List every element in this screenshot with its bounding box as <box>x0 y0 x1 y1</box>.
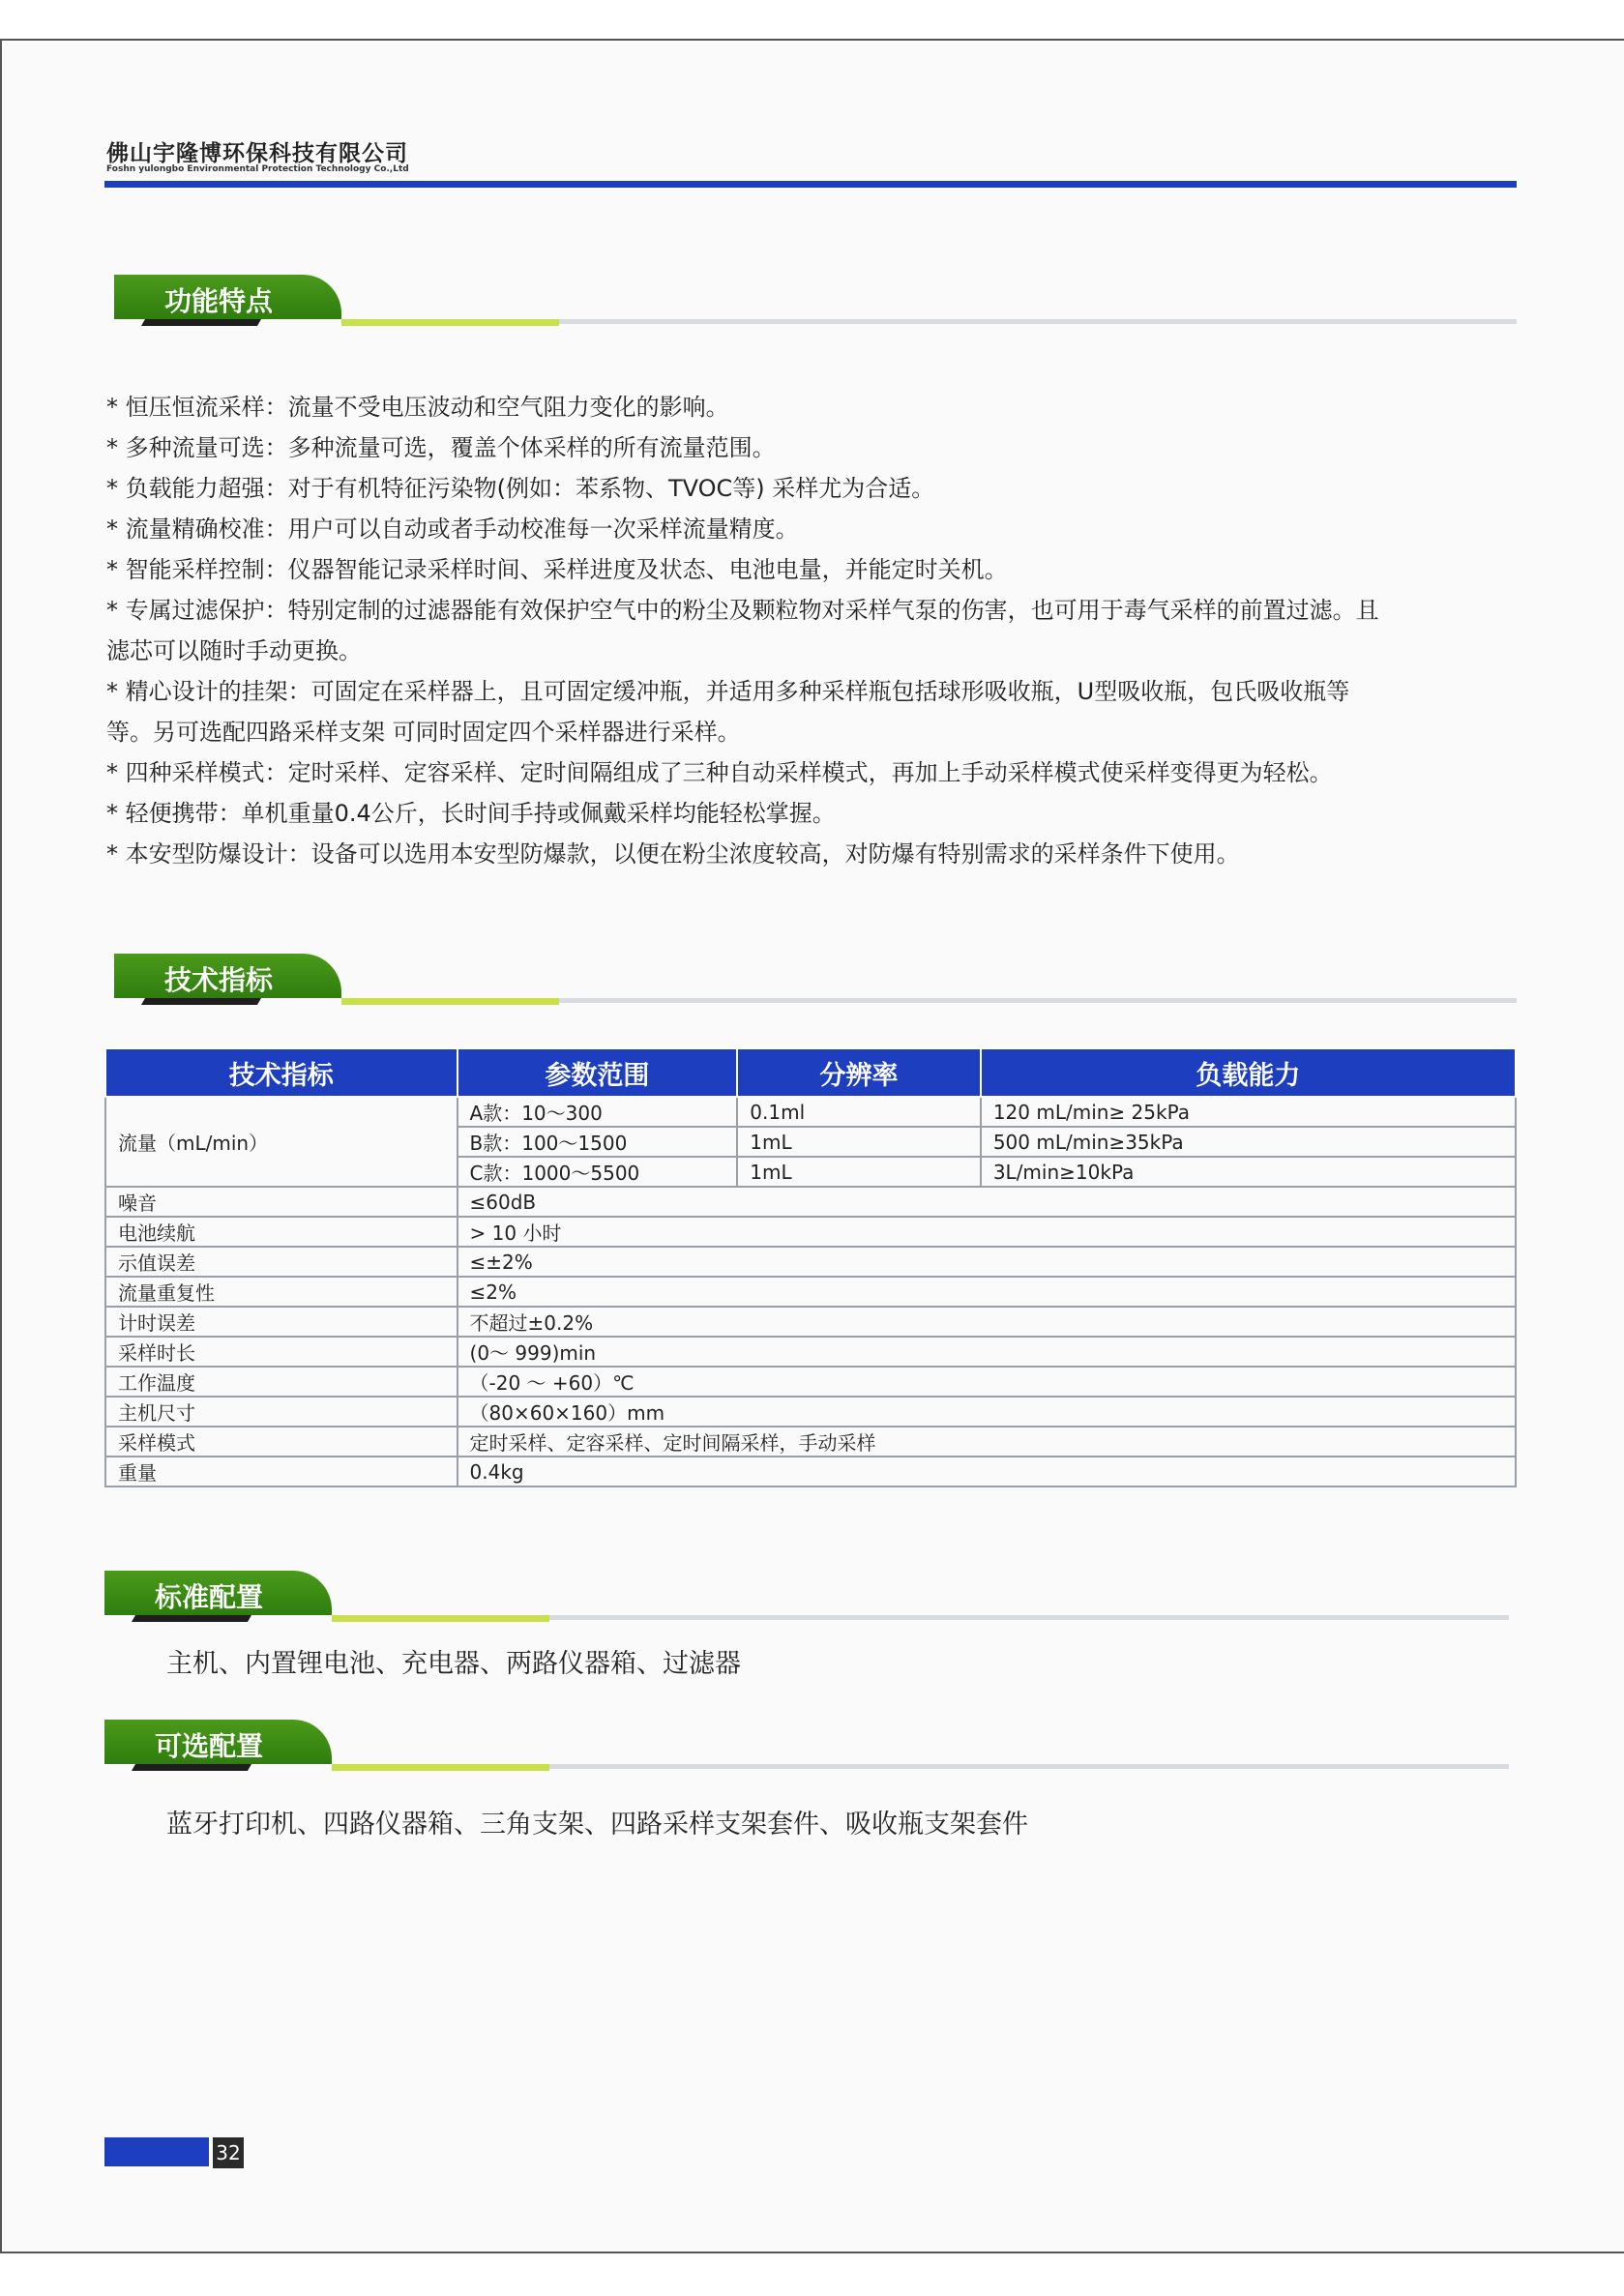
tab-accent-lime <box>332 1615 549 1622</box>
tab-accent-dark <box>132 1764 251 1771</box>
table-row <box>105 1397 1516 1427</box>
section-tab-optional <box>104 1720 1509 1778</box>
table-header: 负载能力 <box>981 1048 1516 1097</box>
table-row <box>105 1427 1516 1457</box>
table-cell: 采样时长 <box>105 1337 458 1367</box>
table-cell: （80×60×160）mm <box>458 1397 1516 1427</box>
tab-rule <box>559 998 1517 1003</box>
table-cell: ≤60dB <box>458 1187 1516 1217</box>
feature-item: * 专属过滤保护：特别定制的过滤器能有效保护空气中的粉尘及颗粒物对采样气泵的伤害，也可用于毒气采样的前置过滤。且 <box>106 597 1379 624</box>
table-row <box>105 1247 1516 1277</box>
table-cell: B款：100～1500 <box>458 1127 738 1157</box>
spec-table <box>104 1047 1517 1487</box>
section-title-features: 功能特点 <box>164 285 274 317</box>
table-row <box>105 1277 1516 1307</box>
table-row <box>105 1337 1516 1367</box>
tab-rule <box>559 319 1517 324</box>
table-cell: 流量重复性 <box>105 1277 458 1307</box>
tab-accent-dark <box>141 319 261 326</box>
tab-accent-dark <box>141 998 261 1005</box>
feature-item: * 恒压恒流采样：流量不受电压波动和空气阻力变化的影响。 <box>106 394 729 421</box>
header-rule <box>104 181 1517 188</box>
optional-config-text: 蓝牙打印机、四路仪器箱、三角支架、四路采样支架套件、吸收瓶支架套件 <box>166 1810 1028 1840</box>
table-cell: 工作温度 <box>105 1367 458 1397</box>
section-title-standard: 标准配置 <box>155 1581 264 1613</box>
table-cell: > 10 小时 <box>458 1217 1516 1247</box>
table-header: 技术指标 <box>105 1048 458 1097</box>
table-cell: 定时采样、定容采样、定时间隔采样，手动采样 <box>458 1427 1516 1457</box>
table-cell: 电池续航 <box>105 1217 458 1247</box>
table-cell: 1mL <box>737 1127 981 1157</box>
table-cell: 0.1ml <box>737 1097 981 1127</box>
section-tab-standard <box>104 1571 1509 1629</box>
feature-item: * 精心设计的挂架：可固定在采样器上，且可固定缓冲瓶，并适用多种采样瓶包括球形吸收瓶，U型吸收瓶，包氏吸收瓶等 <box>106 678 1350 705</box>
table-cell: (0～ 999)min <box>458 1337 1516 1367</box>
feature-item: 等。另可选配四路采样支架 可同时固定四个采样器进行采样。 <box>106 719 741 746</box>
tab-accent-lime <box>341 319 559 326</box>
tab-rule <box>549 1615 1509 1620</box>
table-row <box>105 1307 1516 1337</box>
table-cell: ≤2% <box>458 1277 1516 1307</box>
table-cell: A款：10～300 <box>458 1097 738 1127</box>
table-cell: （-20 ～ +60）℃ <box>458 1367 1516 1397</box>
page-number: 32 <box>213 2137 244 2168</box>
table-cell: 噪音 <box>105 1187 458 1217</box>
standard-config-text: 主机、内置锂电池、充电器、两路仪器箱、过滤器 <box>166 1649 741 1679</box>
table-cell: 计时误差 <box>105 1307 458 1337</box>
feature-item: * 四种采样模式：定时采样、定容采样、定时间隔组成了三种自动采样模式，再加上手动采样模式使采样变得更为轻松。 <box>106 759 1333 786</box>
flow-label-cell: 流量（mL/min） <box>105 1097 458 1187</box>
table-row <box>105 1187 1516 1217</box>
feature-item: * 智能采样控制：仪器智能记录采样时间、采样进度及状态、电池电量，并能定时关机。 <box>106 556 1008 583</box>
section-title-optional: 可选配置 <box>155 1730 264 1762</box>
feature-item: 滤芯可以随时手动更换。 <box>106 637 362 664</box>
company-name-cn: 佛山宇隆博环保科技有限公司 <box>106 140 408 166</box>
feature-item: * 负载能力超强：对于有机特征污染物(例如：苯系物、TVOC等) 采样尤为合适。 <box>106 475 935 502</box>
tab-accent-lime <box>341 998 559 1005</box>
table-header: 参数范围 <box>458 1048 738 1097</box>
feature-item: * 流量精确校准：用户可以自动或者手动校准每一次采样流量精度。 <box>106 515 799 543</box>
table-cell: 采样模式 <box>105 1427 458 1457</box>
feature-item: * 本安型防爆设计：设备可以选用本安型防爆款，以便在粉尘浓度较高，对防爆有特别需求的采样条件下使用。 <box>106 840 1240 868</box>
table-cell: 1mL <box>737 1157 981 1187</box>
table-cell: 重量 <box>105 1457 458 1487</box>
table-header-row <box>105 1048 1516 1097</box>
feature-list <box>106 387 1519 874</box>
table-cell: 120 mL/min≥ 25kPa <box>981 1097 1516 1127</box>
tab-rule <box>549 1764 1509 1769</box>
table-cell: ≤±2% <box>458 1247 1516 1277</box>
tab-accent-lime <box>332 1764 549 1771</box>
table-cell: 500 mL/min≥35kPa <box>981 1127 1516 1157</box>
company-name-en: Foshn yulongbo Environmental Protection Technology Co.,Ltd <box>106 164 409 174</box>
page-number-bar <box>104 2137 209 2166</box>
table-row <box>105 1367 1516 1397</box>
table-cell: 0.4kg <box>458 1457 1516 1487</box>
table-row <box>105 1457 1516 1487</box>
table-cell: 不超过±0.2% <box>458 1307 1516 1337</box>
table-row <box>105 1097 1516 1127</box>
section-tab-features <box>114 275 1517 333</box>
feature-item: * 多种流量可选：多种流量可选，覆盖个体采样的所有流量范围。 <box>106 434 776 461</box>
table-header: 分辨率 <box>737 1048 981 1097</box>
table-cell: 示值误差 <box>105 1247 458 1277</box>
tab-accent-dark <box>132 1615 251 1622</box>
table-row <box>105 1217 1516 1247</box>
table-cell: 3L/min≥10kPa <box>981 1157 1516 1187</box>
table-cell: C款：1000～5500 <box>458 1157 738 1187</box>
table-cell: 主机尺寸 <box>105 1397 458 1427</box>
section-title-specs: 技术指标 <box>164 964 274 996</box>
feature-item: * 轻便携带：单机重量0.4公斤，长时间手持或佩戴采样均能轻松掌握。 <box>106 800 836 827</box>
section-tab-specs <box>114 954 1517 1012</box>
